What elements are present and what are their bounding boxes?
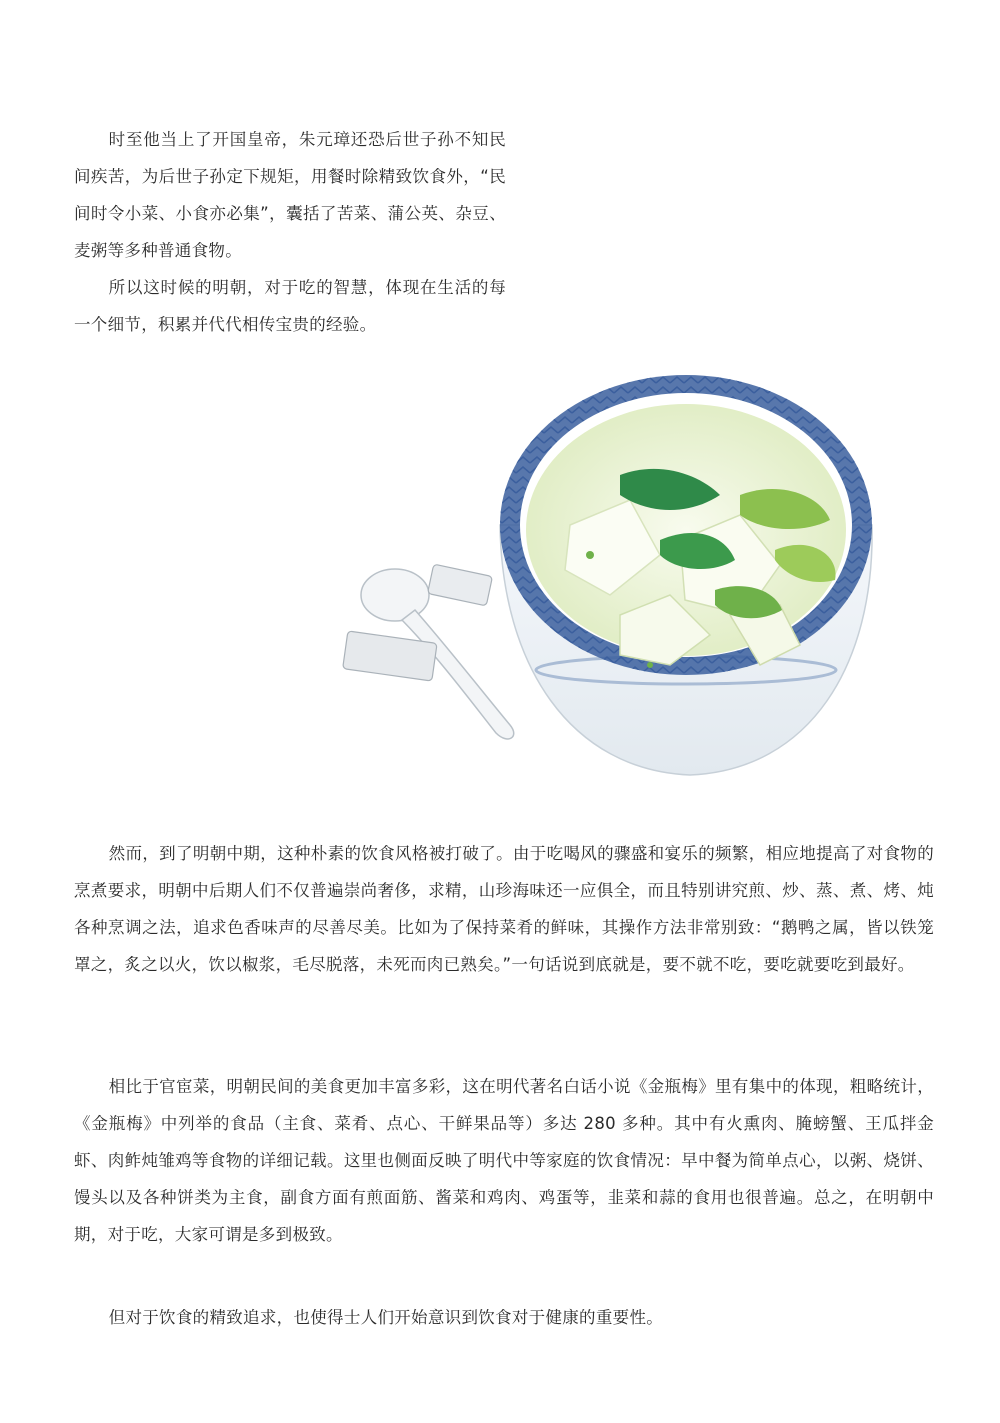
paragraph-mid-ming: 然而，到了明朝中期，这种朴素的饮食风格被打破了。由于吃喝风的骤盛和宴乐的频繁，相应地提高了对食物的烹煮要求，明朝中后期人们不仅普遍崇尚奢侈，求精，山珍海味还一应俱全，而且特别讲究煎、炒、蒸、煮、烤、炖各种烹调之法，追求色香味声的尽善尽美。比如为了保持菜肴的鲜味，其操作方法非常别致：“鹅鸭之属，皆以铁笼罩之，炙之以火，饮以椒浆，毛尽脱落，未死而肉已熟矣。”一句话说到底就是，要不就不吃，要吃就要吃到最好。 xyxy=(74,844,934,974)
paragraph-health: 但对于饮食的精致追求，也使得士人们开始意识到饮食对于健康的重要性。 xyxy=(108,1308,664,1327)
paragraph-folk-cuisine: 相比于官宦菜，明朝民间的美食更加丰富多彩，这在明代著名白话小说《金瓶梅》里有集中的体现，粗略统计，《金瓶梅》中列举的食品（主食、菜肴、点心、干鲜果品等）多达 280 多种。其中有火熏肉、腌螃蟹、王瓜拌金虾、肉鲊炖雏鸡等食物的详细记载。这里也侧面反映了明代中等家庭的饮食情况：早中餐为简单点心，以粥、烧饼、馒头以及各种饼类为主食，副食方面有煎面筋、酱菜和鸡肉、鸡蛋等，韭菜和蒜的食用也很普遍。总之，在明朝中期，对于吃，大家可谓是多到极致。 xyxy=(74,1077,934,1244)
paragraph-ming-wisdom: 所以这时候的明朝，对于吃的智慧，体现在生活的每一个细节，积累并代代相传宝贵的经验。 xyxy=(74,278,506,334)
spoon-icon xyxy=(343,564,514,739)
tofu-soup-bowl-illustration xyxy=(320,365,880,795)
paragraph-founding-emperor: 时至他当上了开国皇帝，朱元璋还恐后世子孙不知民间疾苦，为后世子孙定下规矩，用餐时除精致饮食外，“民间时令小菜、小食亦必集”，囊括了苦菜、蒲公英、杂豆、麦粥等多种普通食物。 xyxy=(74,130,506,260)
